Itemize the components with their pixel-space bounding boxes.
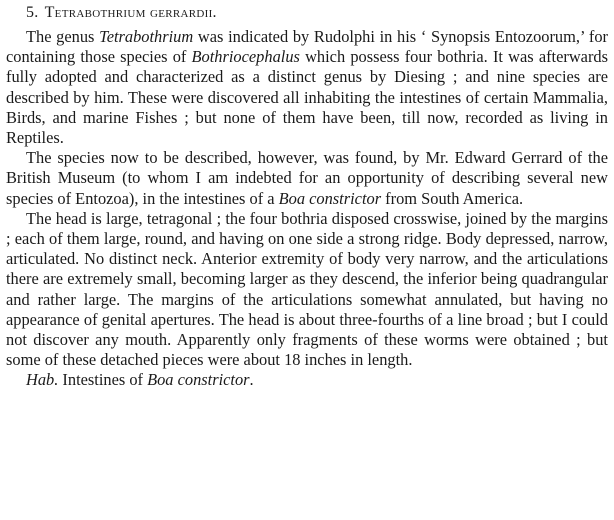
p2-text-a: The species now to be described, however, was found, by Mr. Edward Gerrard of the British Museum (to whom I am indebted for an opportunity of describing several new species of Entozoa), in the intestines of a [6,148,608,208]
hab-label: Hab. [26,370,59,390]
p1-text-c: was indicated by Rudolphi in his ‘ Synopsis Entozoorum,’ for containing those species of [6,27,609,67]
p1-text-a: The genus [26,27,100,46]
paragraph-description: The head is large, tetragonal ; the four bothria disposed crosswise, joined by the margins ; each of them large, round, and having on one side a strong ridge. Body depressed, narrow, articulated. No distinct neck. Anterior extremity of body very narrow, and the articulations there are extremely small, becoming larger as they descend, the inferior being quadrangular and rather large. The margins of the articulations somewhat annulated, but having no appearance of genital apertures. The head is about three-fourths of a line broad ; but I could not discover any mouth. Apparently only fragments of these worms were obtained ; but some of these detached pieces were about 18 inches in length. [6,208,608,370]
p2-host-species: Boa constrictor [278,188,382,208]
p1-bothriocephalus: Bothriocephalus [191,47,300,67]
paragraph-discovery [6,148,608,209]
hab-end: . [249,370,254,390]
paragraph-habitat [6,370,608,390]
p1-genus-name: Tetrabothrium [99,27,194,46]
p2-text-c: from South America. [381,188,524,208]
section-number: 5. [26,4,39,21]
p1-text-e: which possess four bothria. It was afterwards fully adopted and characterized as a distinct genus by Diesing ; and nine species are described by him. These were discovered all inhabiting the intestines of certain Mammalia, Birds, and marine Fishes ; but none of them have been, till now, recorded as living in Reptiles. [6,47,608,148]
hab-text: Intestines of [58,370,148,390]
section-title: Tetrabothrium gerrardii. [44,4,217,21]
hab-species: Boa constrictor [147,370,250,390]
paragraph-genus-history [6,27,608,148]
section-heading [6,2,608,23]
